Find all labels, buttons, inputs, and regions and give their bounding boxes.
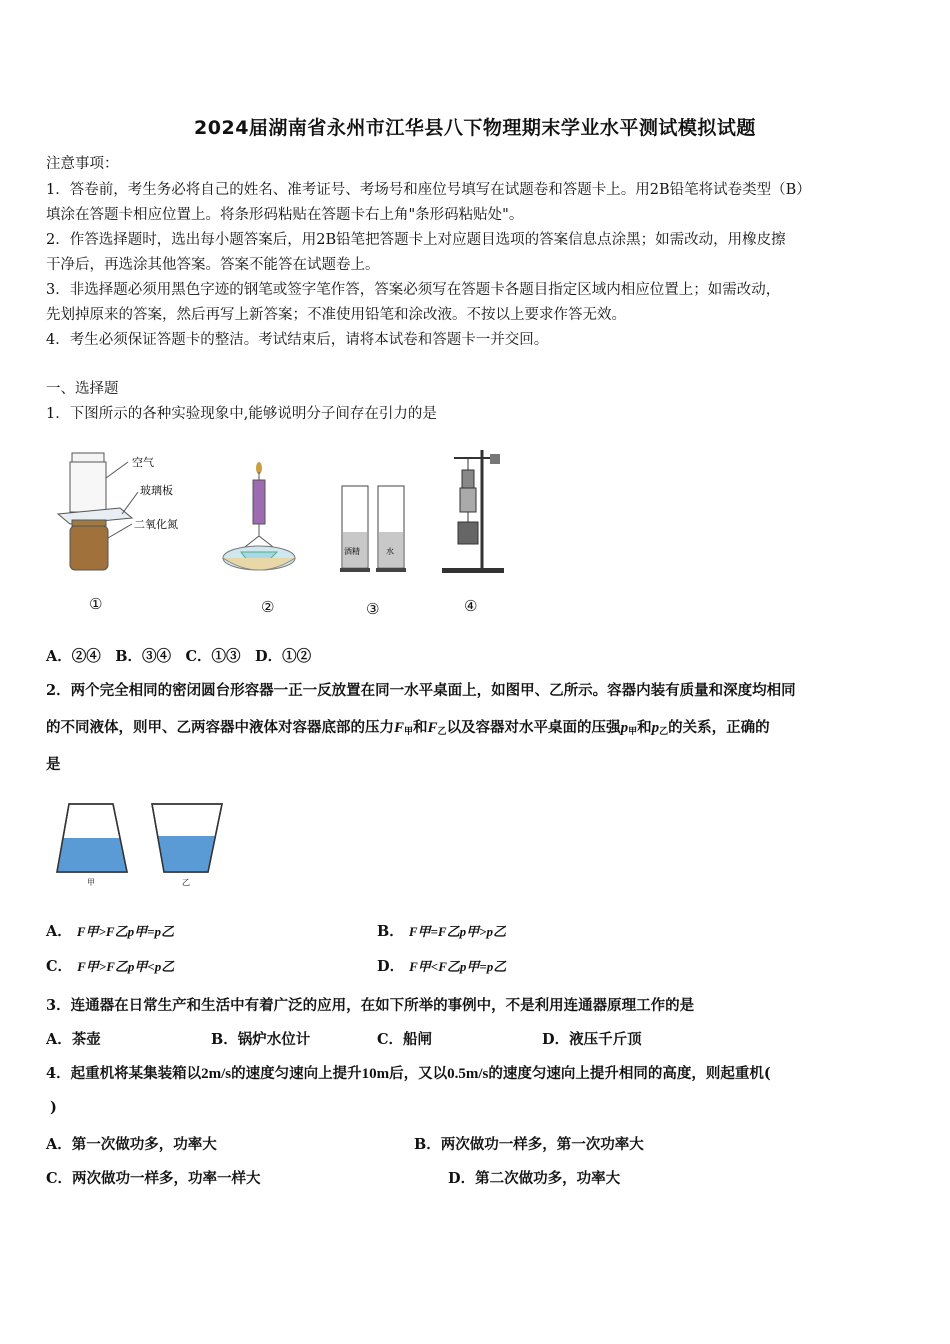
q3-stem: 3．连通器在日常生产和生活中有着广泛的应用，在如下所举的事例中，不是利用连通器原理工作的是 <box>46 997 695 1014</box>
fig-number: ② <box>261 598 275 616</box>
q1-figure-3 <box>340 484 410 576</box>
notice-line: 3．非选择题必须用黑色字迹的钢笔或签字笔作答，答案必须写在答题卡各题目指定区域内相应位置上；如需改动， <box>46 282 781 298</box>
q3-option: D．液压千斤顶 <box>542 1031 642 1048</box>
notice-line: 填涂在答题卡相应位置上。将条形码粘贴在答题卡右上角"条形码粘贴处"。 <box>46 207 524 223</box>
q4-option: D．第二次做功多，功率大 <box>448 1170 621 1187</box>
fig-number: ① <box>89 595 103 613</box>
section-heading: 一、选择题 <box>46 381 119 397</box>
q2-stem-line1: 2．两个完全相同的密闭圆台形容器一正一反放置在同一水平桌面上，如图甲、乙所示。容器内装有质量和深度均相同 <box>46 682 796 699</box>
label-air: 空气 <box>132 456 154 469</box>
notice-line: 1．答卷前，考生务必将自己的姓名、准考证号、考场号和座位号填写在试题卷和答题卡上。用2B铅笔将试卷类型（B） <box>46 182 811 198</box>
q2-stem-line2: 的不同液体，则甲、乙两容器中液体对容器底部的压力$F_甲$和$F_乙$以及容器对水平桌面的压强$p_甲$和$p_乙$的关系，正确的 <box>46 719 770 737</box>
label-alcohol: 酒精 <box>344 547 360 556</box>
notice-line: 干净后，再选涂其他答案。答案不能答在试题卷上。 <box>46 257 380 273</box>
q4-stem-line2: ) <box>50 1099 57 1116</box>
q1-figure-4 <box>438 446 508 576</box>
q1-figure-1 <box>50 448 200 578</box>
page-title: 2024届湖南省永州市江华县八下物理期末学业水平测试模拟试题 <box>194 117 756 139</box>
q2-figure-jia <box>55 802 131 874</box>
q2-stem-line3: 是 <box>46 756 61 773</box>
label-glass: 玻璃板 <box>140 484 173 497</box>
q4-option: C．两次做功一样多，功率一样大 <box>46 1170 261 1187</box>
notice-line: 4．考生必须保证答题卡的整洁。考试结束后，请将本试卷和答题卡一并交回。 <box>46 332 549 348</box>
fig-number: ③ <box>366 600 380 618</box>
label-water: 水 <box>386 547 394 556</box>
fig-label-jia: 甲 <box>87 878 95 887</box>
notice-heading: 注意事项： <box>46 156 119 172</box>
fig-number: ④ <box>464 597 478 615</box>
q2-option-c: C． F甲>F乙p甲<p乙 <box>46 958 175 975</box>
q1-figure-2 <box>225 460 305 580</box>
q2-option-a: A． F甲>F乙p甲=p乙 <box>46 923 174 940</box>
q3-option: C．船闸 <box>377 1031 433 1048</box>
q3-option: A．茶壶 <box>46 1031 101 1048</box>
q1-options: A．②④ B．③④ C．①③ D．①② <box>46 648 312 665</box>
q2-option-b: B． F甲=F乙p甲>p乙 <box>377 923 506 940</box>
q1-stem: 1．下图所示的各种实验现象中,能够说明分子间存在引力的是 <box>46 406 437 422</box>
q4-option: B．两次做功一样多，第一次功率大 <box>414 1136 644 1153</box>
q4-option: A．第一次做功多，功率大 <box>46 1136 217 1153</box>
q2-option-d: D． F甲<F乙p甲=p乙 <box>377 958 507 975</box>
q4-stem-line1: 4．起重机将某集装箱以2m/s的速度匀速向上提升10m后，又以0.5m/s的速度匀速向上提升相同的高度，则起重机( <box>46 1065 771 1082</box>
notice-line: 2．作答选择题时，选出每小题答案后，用2B铅笔把答题卡上对应题目选项的答案信息点涂黑；如需改动，用橡皮擦 <box>46 232 786 248</box>
notice-line: 先划掉原来的答案，然后再写上新答案；不准使用铅笔和涂改液。不按以上要求作答无效。 <box>46 307 626 323</box>
q2-figure-yi <box>150 802 226 874</box>
fig-label-yi: 乙 <box>182 878 190 887</box>
q3-option: B．锅炉水位计 <box>211 1031 311 1048</box>
label-no2: 二氧化氮 <box>134 518 178 531</box>
